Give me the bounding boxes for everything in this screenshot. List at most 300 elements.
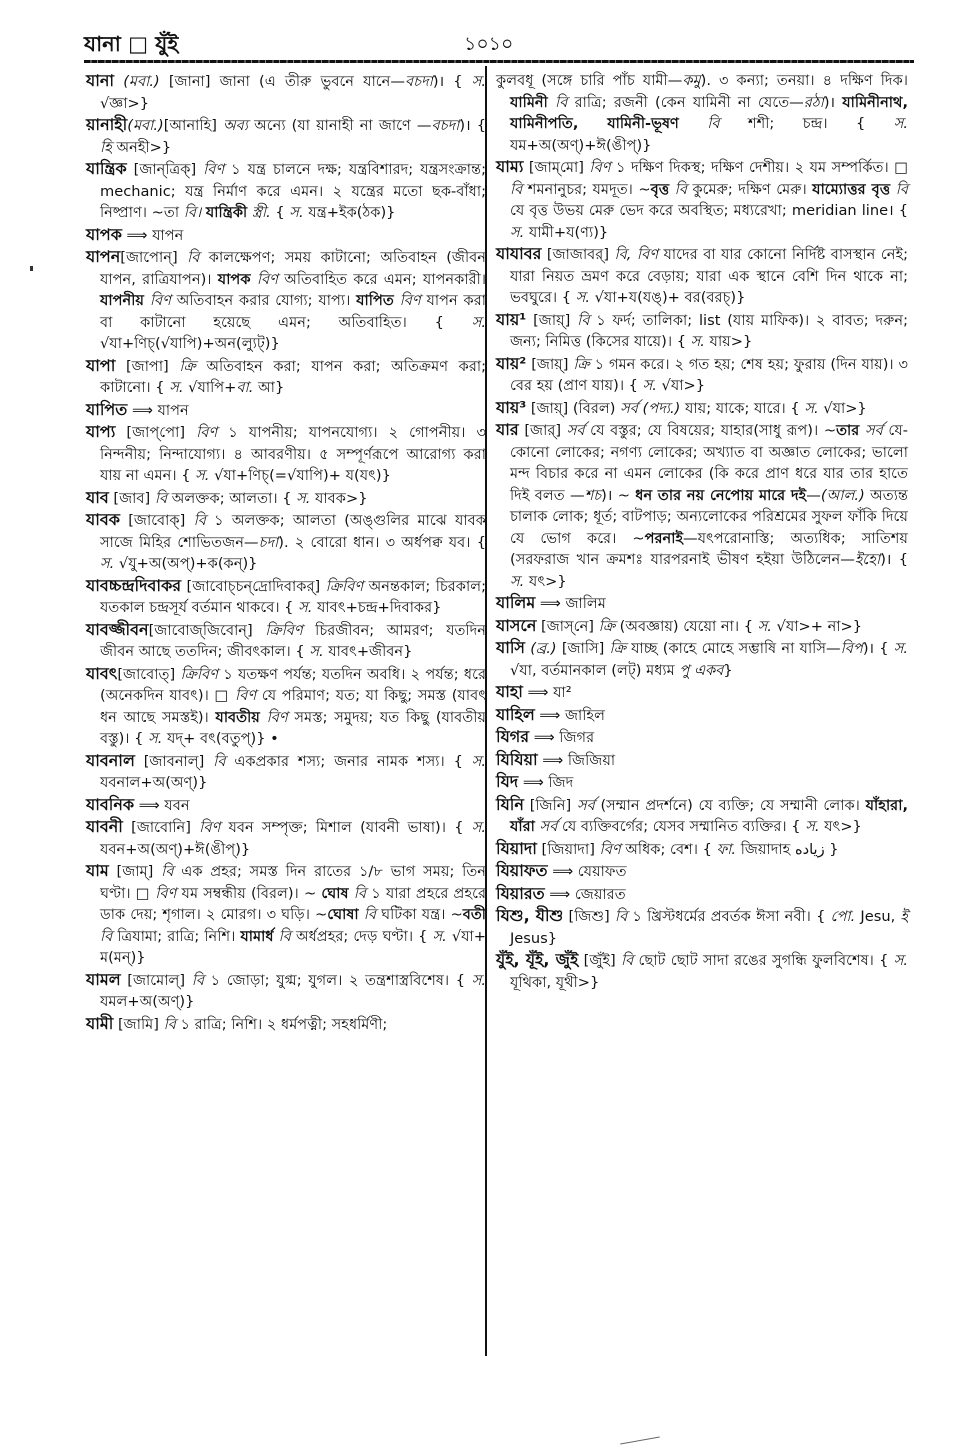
- grammar-label: বিণ: [235, 687, 257, 704]
- dictionary-entry: [86, 750, 486, 794]
- grammar-label: বি: [187, 249, 200, 266]
- grammar-label: স.: [169, 379, 184, 396]
- subentry-headword: বতী: [462, 906, 486, 923]
- definition-text: যায়>}: [704, 333, 753, 350]
- subentry-headword: যান্ত্রিকী: [205, 204, 248, 221]
- headword: যাব: [86, 487, 109, 507]
- grammar-label: বিণ: [399, 292, 421, 309]
- grammar-label: বি: [213, 752, 226, 770]
- grammar-label: (মবা.): [123, 73, 160, 90]
- definition-text: যূথিকা, যূথী>}: [510, 973, 600, 991]
- definition-text: যমল+অ(অণ্)}: [100, 993, 195, 1010]
- grammar-label: স.: [289, 204, 304, 221]
- definition-text: একপ্রকার শস্য; জনার নামক শস্য। {: [225, 752, 472, 770]
- grammar-label: বি: [895, 180, 909, 198]
- definition-text: }: [723, 661, 733, 679]
- grammar-label: বিণ: [589, 159, 611, 176]
- definition-text: জিয়াদাহ زیاده }: [736, 840, 839, 858]
- grammar-label: স.: [642, 377, 657, 394]
- grammar-label: কমু: [682, 72, 701, 89]
- definition-text: অতিবাহন করার যোগ্য; যাপ্য।: [170, 292, 357, 309]
- grammar-label: বি: [577, 311, 590, 329]
- guide-words: যানা □ যুঁই: [84, 32, 179, 56]
- definition-text: [জিনি]: [523, 796, 577, 814]
- definition-text: যাবৎ+চন্দ্র+দিবাকর}: [312, 599, 442, 616]
- grammar-label: স.: [298, 599, 313, 616]
- grammar-label: স.: [804, 399, 819, 417]
- definition-text: Jesu,: [855, 908, 901, 925]
- subentry-headword: যাঁহারা, যাঁরা: [510, 796, 908, 835]
- dictionary-entry: [86, 114, 486, 158]
- dictionary-entry: [496, 749, 908, 772]
- grammar-label: বি: [353, 884, 367, 902]
- definition-text: যায়; যাকে; যারে। {: [680, 399, 805, 417]
- grammar-label: বি: [163, 1015, 176, 1033]
- definition-text: যম+অ(অণ্)+ঈ(ঙীপ্)}: [510, 136, 652, 154]
- dictionary-entry: [496, 615, 908, 638]
- grammar-label: স.: [432, 927, 447, 945]
- definition-text: [জাসি]: [556, 640, 610, 657]
- definition-text: ). ৩ কন্যা; তনয়া। ৪ দক্ষিণ দিক।: [700, 72, 909, 89]
- headword: যাহিল: [496, 704, 535, 724]
- definition-text: √যা, বর্তমানকাল (লট্) মধ্যম: [510, 661, 680, 679]
- grammar-label: ই: [900, 908, 908, 925]
- definition-text: ⟹ জালিম: [535, 595, 606, 612]
- grammar-label: স.: [471, 752, 486, 770]
- headword: যায়³: [496, 397, 527, 417]
- dictionary-entry: [496, 156, 908, 243]
- subentry-headword: যামার্ধ: [240, 927, 274, 945]
- definition-text: অধিক; বেশ। {: [620, 840, 717, 858]
- headword: যুঁই, যূঁই, জুঁই: [496, 950, 579, 969]
- grammar-label: স.: [575, 289, 590, 306]
- headword: যাবক: [86, 510, 120, 529]
- definition-text: (সম্মান প্রদর্শনে) যে ব্যক্তি; যে সম্মানী লোক।: [594, 796, 866, 814]
- dictionary-entry: [86, 575, 486, 619]
- definition-text: ১ রাত্রি; নিশি। ২ ধর্মপত্নী; সহধর্মিণী;: [175, 1015, 388, 1033]
- definition-text: √যা>}: [656, 377, 705, 394]
- definition-text: ⟹ জিগর: [529, 729, 595, 746]
- grammar-label: বি।: [183, 204, 202, 221]
- subentry-headword: পরনাই: [644, 529, 684, 547]
- definition-text: )। {: [880, 551, 908, 568]
- dictionary-entry: [496, 309, 908, 353]
- definition-text: √যা+ ম(মন্)}: [100, 927, 486, 966]
- grammar-label: বি: [510, 180, 523, 198]
- headword: যাবনী: [86, 817, 123, 836]
- grammar-label: বিণ: [199, 819, 221, 836]
- definition-text: √যাপি+: [183, 379, 237, 396]
- header-rule: [84, 60, 914, 63]
- definition-text: ১ যতক্ষণ পর্যন্ত; যতদিন অবধি। ২ পর্যন্ত; ধরে (অনেকদিন যাবৎ)। □: [100, 665, 487, 704]
- definition-text: [জাপ্‌পো]: [115, 424, 197, 441]
- definition-text: ১ জোড়া; যুগ্ম; যুগল। ২ তন্ত্রশাস্ত্রবিশেষ। {: [204, 971, 472, 989]
- definition-text: )। ~: [601, 486, 636, 504]
- subentry-headword: ঘোষ: [321, 884, 349, 902]
- definition-text: ১ যারা প্রহরে প্রহরে ডাক দেয়; শৃগাল। ২ মোরগ। ৩ ঘড়ি। ~: [100, 884, 487, 923]
- grammar-label: বিণ: [599, 840, 621, 858]
- grammar-label: স.: [471, 313, 486, 331]
- dictionary-entry: [496, 637, 908, 681]
- definition-text: শশী; চন্দ্র। {: [719, 115, 894, 132]
- headword: যিগর: [496, 727, 530, 746]
- grammar-label: স.: [893, 115, 908, 132]
- subentry-headword: যামিনীনাথ, যামিনীপতি, যামিনী-ভূষণ: [510, 93, 909, 132]
- grammar-label: সর্ব: [566, 422, 585, 439]
- dictionary-entry: [496, 353, 908, 397]
- grammar-label: সর্ব: [620, 399, 638, 417]
- definition-text: [জামোল্]: [120, 971, 192, 989]
- dictionary-entry: [86, 224, 486, 247]
- definition-text: যাপন করা বা কাটানো হয়েছে এমন; অতিবাহিত। {: [100, 292, 487, 331]
- definition-text: [জানা] জানা (এ তীরু ভুবনে যানে—: [159, 73, 405, 90]
- headword: যাবজ্জীবন: [86, 619, 149, 639]
- headword: যাবনাল: [86, 750, 135, 770]
- definition-text: [জাপোন্]: [120, 249, 188, 266]
- definition-text: ⟹ যেয়াফত: [547, 863, 627, 880]
- stray-mark: [620, 1437, 660, 1445]
- definition-text: )।: [823, 93, 843, 111]
- definition-text: [জায়্]: [526, 355, 574, 373]
- definition-text: √যা+ণিচ্(√যাপি)+অন(ল্যুট্)}: [100, 335, 280, 352]
- dictionary-entry: [86, 619, 486, 663]
- headword: যাপক: [86, 224, 122, 244]
- definition-text: [জাবোজ্‌জিবোন্]: [148, 621, 266, 639]
- grammar-label: (আল.): [820, 486, 865, 504]
- dictionary-entry: [86, 421, 486, 487]
- dictionary-entry: [86, 158, 486, 224]
- headword: যামী: [86, 1013, 114, 1033]
- grammar-label: বিণ: [256, 270, 278, 288]
- dictionary-entry: [496, 860, 908, 883]
- definition-text: ১ খ্রিস্টধর্মের প্রবর্তক ঈসা নবী। {: [627, 908, 831, 925]
- definition-text: [জাব]: [108, 489, 155, 507]
- definition-text: )। {: [862, 640, 894, 657]
- headword: যায়¹: [496, 309, 527, 329]
- subentry-headword: যাবতীয়: [215, 708, 260, 726]
- definition-text: ত্রিযামা; রাত্রি; নিশি।: [112, 927, 241, 945]
- grammar-label: অব্য: [223, 117, 249, 134]
- subentry-headword: যাম্যোত্তর বৃত্ত: [812, 180, 891, 198]
- headword: যিয়াদা: [496, 838, 537, 858]
- grammar-label: বি: [614, 908, 628, 925]
- grammar-label: ক্রিবিণ: [265, 621, 303, 639]
- dictionary-entry: [496, 243, 908, 309]
- grammar-label: বি: [278, 927, 291, 945]
- definition-text: [জাম্]: [108, 863, 162, 880]
- grammar-label: স.: [690, 333, 705, 350]
- headword: যিনি: [496, 794, 524, 814]
- definition-text: √যা+ণিচ্(=√যাপি)+ য(যৎ)}: [209, 467, 391, 484]
- definition-text: যন্ত্র+ইক(ঠক)}: [303, 204, 396, 221]
- definition-text: শমনানুচর; যমদূত। ~: [522, 180, 651, 198]
- grammar-label: বিণ: [149, 292, 171, 309]
- dictionary-entry: [86, 794, 486, 817]
- definition-text: [জুঁই]: [578, 952, 621, 969]
- grammar-label: স.: [309, 643, 324, 660]
- definition-text: যাদের বা যার কোনো নির্দিষ্ট বাসস্থান নেই; যারা নিয়ত ভ্রমণ করে বেড়ায়; যারা এক স্থানে বেশি দিন থাকে না; ভবঘুরে। {: [510, 246, 908, 306]
- grammar-label: স.: [195, 467, 210, 484]
- grammar-label: বিণ: [203, 161, 225, 178]
- headword: যিযিয়া: [496, 749, 538, 769]
- definition-text: যে-কোনো লোকের; নগণ্য লোকের; অখ্যাত বা অজ্ঞাত লোকের; ভালো মন্দ বিচার করে না এমন লোকের (কি করে প্রাণ ধরে যার তার হাতে দিই বলত —: [510, 422, 909, 504]
- definition-text: যে বস্তুর; যে বিষয়ের; যাহার(সাধু রূপ)। ~: [584, 422, 837, 439]
- grammar-label: বি: [620, 952, 634, 969]
- headword: যাপা: [86, 355, 116, 375]
- dictionary-entry: [496, 883, 908, 906]
- headword: যিদ: [496, 772, 519, 791]
- dictionary-entry: [496, 704, 908, 727]
- dictionary-entry: [496, 905, 908, 949]
- definition-text: [জাম্‌মো]: [523, 159, 590, 176]
- grammar-label: ইহো: [854, 551, 881, 568]
- definition-text: যৎ>}: [524, 572, 567, 590]
- subentry-headword: বৃত্ত: [650, 180, 670, 198]
- dictionary-entry: [86, 355, 486, 399]
- definition-text: আ}: [253, 379, 285, 396]
- definition-text: —: [806, 486, 821, 504]
- headword: যাবচ্চন্দ্রদিবাকর: [86, 575, 182, 595]
- definition-text: [548, 94, 555, 111]
- subentry-headword: ঘোষা: [327, 906, 359, 923]
- definition-text: ). ২ বোরো ধান। ৩ অর্ধপক্ব যব। {: [278, 533, 486, 551]
- headword: যাপ্য: [86, 422, 116, 441]
- grammar-label: বি: [674, 180, 687, 198]
- stray-mark: [30, 266, 33, 271]
- grammar-label: সর্ব: [864, 422, 883, 439]
- definition-text: [জার্]: [518, 422, 567, 439]
- definition-text: ১ গমন করে। ২ গত হয়; শেষ হয়; ফুরায় (দিন যায়)। ৩ বের হয় (প্রাণ যায়)। {: [510, 355, 908, 394]
- definition-text: কালক্ষেপণ; সময় কাটানো; অতিবাহন (জীবন যাপন, রাত্রিযাপন)।: [100, 249, 486, 288]
- dictionary-entry: [496, 794, 908, 838]
- definition-text: [জাবোক্]: [119, 512, 194, 529]
- definition-text: [জিয়াদা]: [536, 840, 600, 858]
- headword: যার: [496, 420, 519, 439]
- grammar-label: স.: [471, 971, 486, 989]
- definition-text: [জিশু]: [563, 908, 615, 925]
- definition-text: ⟹ জিজিয়া: [537, 751, 616, 769]
- grammar-label: স.: [471, 819, 486, 836]
- grammar-label: বি: [555, 93, 568, 111]
- headword: যাম: [86, 861, 109, 880]
- grammar-label: বি: [100, 927, 113, 945]
- definition-text: অন্যে (যা য়ানাহী না জাণে —: [248, 117, 432, 134]
- definition-text: ১ দক্ষিণ দিকস্থ; দক্ষিণ দেশীয়। ২ যম সম্পর্কিত। □: [610, 159, 908, 176]
- dictionary-entry: [496, 70, 908, 156]
- grammar-label: (মবা.): [127, 117, 164, 134]
- grammar-label: স.: [893, 640, 908, 657]
- grammar-label: বিণ: [155, 884, 177, 902]
- definition-text: √যু+অ(অপ্)+ক(কন্)}: [114, 555, 258, 572]
- dictionary-entry: [86, 1013, 486, 1036]
- dictionary-entry: [496, 726, 908, 749]
- grammar-label: বিণ: [266, 708, 288, 726]
- dictionary-entry: [496, 838, 908, 861]
- grammar-label: ক্রি: [598, 617, 616, 635]
- definition-text: )। {: [432, 73, 472, 90]
- definition-text: ⟹ যাপন: [121, 226, 184, 244]
- definition-text: [260, 709, 267, 726]
- definition-text: Jesus}: [510, 929, 558, 947]
- definition-text: অত্যন্ত চালাক লোক; ধূর্ত; বাটপাড়; অন্যলোকের পরিশ্রমের সুফল ফাঁকি দিয়ে যে ভোগ করে। ~: [510, 486, 908, 547]
- definition-text: [জাপা]: [115, 357, 180, 375]
- headword: যাসনে: [496, 615, 537, 635]
- grammar-label: সর্ব: [539, 818, 558, 835]
- grammar-label: বি: [363, 906, 377, 923]
- definition-text: অলক্তক; আলতা। {: [167, 489, 297, 507]
- headword: যায়²: [496, 353, 527, 373]
- grammar-label: সর্ব: [576, 796, 595, 814]
- headword: যান্ত্রিক: [86, 159, 127, 178]
- grammar-label: বা.: [236, 379, 254, 396]
- grammar-label: বিপ: [840, 640, 863, 657]
- subentry-headword: যাপনীয়: [100, 292, 145, 309]
- grammar-label: ক্রি: [573, 355, 590, 373]
- definition-text: [জাবোত্]: [117, 665, 181, 683]
- grammar-label: হি: [100, 138, 112, 156]
- definition-text: [জাস্‌নে]: [536, 617, 599, 635]
- grammar-label: চদা: [258, 533, 279, 551]
- headword: যিয়ারত: [496, 883, 545, 903]
- definition-text: যামী+য(ণ্য)}: [524, 223, 609, 241]
- definition-text: অর্ধপ্রহর; দেড় ঘণ্টা। {: [290, 927, 433, 945]
- headword: য়ানাহী: [86, 115, 128, 134]
- definition-text: অতিবাহিত করে এমন; যাপনকারী।: [277, 270, 487, 288]
- definition-text: যদ্+ বৎ(বতুপ্)} •: [162, 730, 279, 747]
- dictionary-entry: [86, 509, 486, 575]
- definition-text: রাত্রি; রজনী (কেন যামিনী না যেতে—: [567, 93, 804, 111]
- dictionary-entry: [86, 816, 486, 860]
- dictionary-entry: [496, 771, 908, 794]
- definition-text: [জামি]: [113, 1015, 164, 1033]
- dictionary-entry: [496, 681, 908, 704]
- dictionary-entry: [496, 592, 908, 615]
- definition-text: √যা>}: [818, 399, 867, 417]
- grammar-label: বিণ: [196, 424, 218, 441]
- definition-text: [জায়্] (বিরল): [526, 399, 621, 417]
- dictionary-entry: [496, 397, 908, 420]
- definition-text: ১ যন্ত্র চালনে দক্ষ; যন্ত্রবিশারদ; যন্ত্রসংক্রান্ত; mechanic; যন্ত্র নির্মাণ করে এমন। ২ যন্ত্রের মতো ছক-বাঁধা; নিষ্প্রাণ। ~তা: [100, 161, 486, 221]
- definition-text: [জায়্]: [526, 311, 578, 329]
- definition-text: ১ অলক্তক; আলতা (অঙ্গুলির মাঝে যাবক সাজে মিহির শোভিতজন—: [100, 512, 486, 551]
- headword: যামল: [86, 969, 121, 989]
- subentry-headword: যাপক: [217, 270, 251, 288]
- definition-text: যবন+অ(অণ্)+ঈ(ঙীপ্)}: [100, 840, 251, 858]
- grammar-label: স্ত্রী.: [251, 204, 271, 221]
- definition-text: √জ্ঞা>}: [100, 94, 150, 112]
- definition-text: ⟹ জাহিল: [534, 706, 605, 724]
- definition-text: ঘটিকা যন্ত্র। ~: [376, 906, 463, 923]
- definition-text: ⟹ যবন: [134, 796, 190, 814]
- dictionary-entry: [86, 663, 486, 750]
- definition-text: যাবৎ+জীবন}: [323, 643, 413, 660]
- definition-text: ১ যাপনীয়; যাপনযোগ্য। ২ গোপনীয়। ৩ নিন্দনীয়; নিন্দাযোগ্য। ৪ আবরণীয়। ৫ সম্পূর্ণরূপে আরোগ্য করা যায় না এমন। {: [100, 424, 487, 484]
- left-column: [86, 70, 486, 1035]
- grammar-label: স.: [100, 555, 115, 572]
- grammar-label: রঠা: [803, 93, 824, 111]
- definition-text: ⟹ যা²: [522, 684, 572, 701]
- definition-text: ⟹ জেয়ারত: [544, 885, 626, 903]
- dictionary-entry: [86, 70, 486, 114]
- definition-text: চিরজীবন; আমরণ; যতদিন জীবন আছে ততদিন; জীবৎকাল। {: [100, 621, 486, 660]
- grammar-label: বি: [154, 489, 168, 507]
- definition-text: কুলবধূ (সঙ্গে চারি পাঁচ যামী—: [496, 72, 683, 89]
- grammar-label: বি: [193, 512, 206, 529]
- grammar-label: (পদ্য.): [642, 399, 681, 417]
- headword: যিশু, যীশু: [496, 906, 564, 925]
- definition-text: √যা>+ না>}: [771, 617, 863, 635]
- headword: যাপিত: [86, 399, 128, 419]
- dictionary-entry: [496, 419, 908, 592]
- grammar-label: স.: [296, 489, 311, 507]
- grammar-label: ক্রি: [609, 640, 626, 657]
- dictionary-entry: [86, 246, 486, 355]
- right-column: [496, 70, 908, 993]
- page-number: ১০১০: [464, 33, 514, 55]
- definition-text: ছোট ছোট সাদা রঙের সুগন্ধি ফুলবিশেষ। {: [633, 952, 894, 969]
- definition-text: যে পরিমাণ; যত; যা কিছু; সমস্ত (যাবৎ ধন আছে সমস্তই)।: [100, 687, 486, 726]
- subentry-headword: ধন তার নয় নেপোয় মারে দই: [635, 486, 807, 504]
- definition-text: অনহী>}: [111, 138, 172, 156]
- definition-text: যবন সম্পৃক্ত; মিশাল (যাবনী ভাষা)। {: [220, 819, 472, 836]
- definition-text: যাবক>}: [310, 489, 368, 507]
- grammar-label: স.: [805, 818, 820, 835]
- grammar-label: বচদা: [404, 73, 433, 90]
- grammar-label: বি: [191, 971, 205, 989]
- definition-text: [679, 115, 707, 132]
- grammar-label: ক্রিবিণ: [180, 665, 218, 683]
- grammar-label: বি, বিণ: [614, 246, 659, 263]
- subentry-headword: তার: [836, 422, 860, 439]
- subentry-headword: যাপিত: [356, 292, 394, 309]
- headword: যাবৎ: [86, 663, 118, 683]
- grammar-label: বচদা: [431, 117, 460, 134]
- grammar-label: ক্রিবিণ: [325, 577, 364, 595]
- definition-text: যবনাল+অ(অণ্)}: [100, 774, 208, 791]
- definition-text: কুমেরু; দক্ষিণ মেরু।: [686, 180, 813, 198]
- headword: যানা: [86, 71, 115, 90]
- definition-text: [জাবোনি]: [122, 819, 200, 836]
- definition-text: [জাবোচ্‌চন্‌দ্রোদিবাকর্]: [181, 577, 326, 595]
- dictionary-entry: [86, 969, 486, 1013]
- subentry-headword: যামিনী: [510, 93, 548, 111]
- definition-text: ⟹ যাপন: [127, 401, 189, 419]
- headword: যালিম: [496, 593, 536, 612]
- definition-text: যৎ>}: [819, 818, 862, 835]
- definition-text: )। {: [459, 117, 486, 134]
- grammar-label: পু একব: [679, 661, 724, 679]
- definition-text: √যা+য(যঙ্)+ বর(বরচ্)}: [589, 289, 746, 306]
- dictionary-entry: [86, 860, 486, 969]
- grammar-label: পো.: [830, 908, 856, 925]
- definition-text: অতিবাহন করা; যাপন করা; অতিক্রমণ করা; কাটানো। {: [100, 357, 487, 396]
- headword: যাহা: [496, 682, 523, 701]
- definition-text: এক প্রহর; সমস্ত দিন রাতের ১/৮ ভাগ সময়; তিন ঘণ্টা। □: [100, 863, 486, 902]
- definition-text: [জান্‌ত্রিক্]: [126, 161, 204, 178]
- grammar-label: ফা.: [716, 840, 737, 858]
- dictionary-entry: [86, 487, 486, 510]
- definition-text: অনন্তকাল; চিরকাল; যতকাল চন্দ্রসূর্য বর্তমান থাকবে। {: [100, 577, 487, 616]
- headword: যাযাবর: [496, 244, 542, 263]
- dictionary-entry: [86, 399, 486, 422]
- grammar-label: স.: [471, 73, 486, 90]
- definition-text: সমস্ত; সমুদয়; যত কিছু (যাবতীয় বস্তু)। {: [100, 708, 486, 747]
- definition-text: যে বৃত্ত উভয় মেরু ভেদ করে অবস্থিত; মধ্যরেখা; meridian line। {: [510, 202, 908, 219]
- grammar-label: শচ: [584, 486, 602, 504]
- definition-text: যাচ্ছ (কাহে মোহে সম্ভাষি না যাসি—: [625, 640, 841, 657]
- definition-text: ⟹ জিদ: [518, 774, 574, 791]
- definition-text: [জাবনাল্]: [134, 752, 214, 770]
